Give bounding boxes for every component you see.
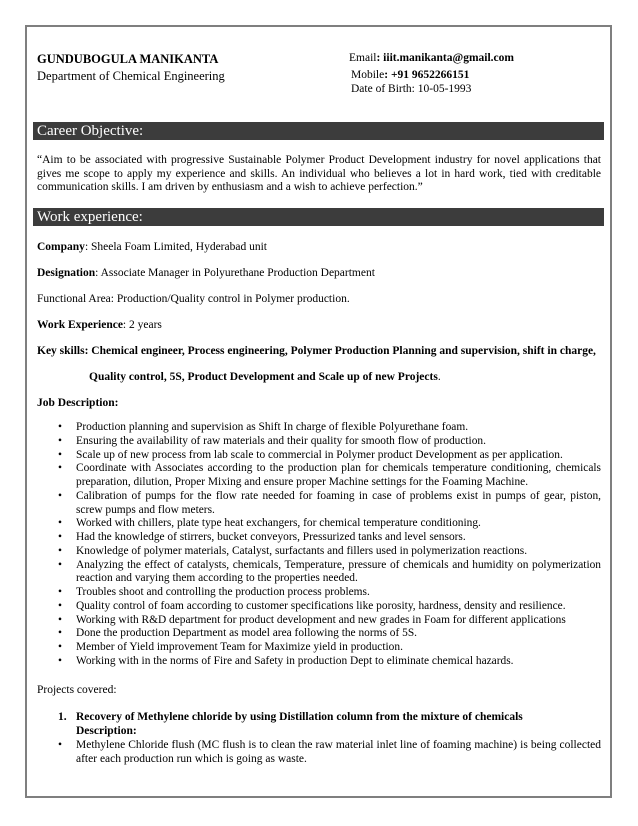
list-item: • Quality control of foam according to customer specifications like porosity, hardness, density and resilience. (58, 600, 601, 614)
department: Department of Chemical Engineering (37, 69, 225, 83)
project-title: Recovery of Methylene chloride by using Distillation column from the mixture of chemicals (76, 711, 523, 723)
bullet-icon: • (58, 739, 63, 752)
project-point (58, 739, 601, 766)
job-description-heading: Job Description: (37, 397, 119, 409)
list-item: • Knowledge of polymer materials, Catalyst, surfactants and fillers used in polymerization reactions. (58, 545, 601, 559)
list-item: • Coordinate with Associates according to the production plan for chemicals temperature conditioning, chemicals preparation, dilution, Proper Mixing and ensure proper Machine settings for the Foaming Machine. (58, 462, 601, 490)
key-skills-line-1: Key skills: Chemical engineer, Process engineering, Polymer Production Planning and supervision, shift in charge, (37, 345, 596, 357)
list-item: • Calibration of pumps for the flow rate needed for foaming in case of problems exist in pumps of gear, piston, screw pumps and flow meters. (58, 490, 601, 518)
list-item: • Scale up of new process from lab scale to commercial in Polymer product Development as per application. (58, 449, 601, 463)
candidate-name: GUNDUBOGULA MANIKANTA (37, 52, 219, 66)
list-item: • Working with in the norms of Fire and Safety in production Dept to eliminate chemical hazards. (58, 655, 601, 669)
list-item: • Had the knowledge of stirrers, bucket conveyors, Pressurized tanks and level sensors. (58, 531, 601, 545)
key-skills-line-2-text: Quality control, 5S, Product Development and Scale up of new Projects (89, 371, 438, 383)
mobile-line (351, 69, 469, 81)
list-item: • Worked with chillers, plate type heat exchangers, for chemical temperature conditioning. (58, 517, 601, 531)
list-item: • Troubles shoot and controlling the production process problems. (58, 586, 601, 600)
mobile-value: : +91 9652266151 (384, 69, 470, 81)
list-item: • Done the production Department as model area following the norms of 5S. (58, 627, 601, 641)
work-experience-heading: Work experience: (33, 208, 604, 226)
company-value: : Sheela Foam Limited, Hyderabad unit (84, 241, 267, 253)
project-number: 1. (58, 711, 67, 723)
experience-value: : 2 years (122, 319, 162, 331)
list-item: • Analyzing the effect of catalysts, chemicals, Temperature, pressure of chemicals and humidity on polymerization reaction and varying them according to the properties needed. (58, 559, 601, 587)
list-item: • Member of Yield improvement Team for Maximize yield in production. (58, 641, 601, 655)
projects-heading: Projects covered: (37, 684, 117, 696)
designation-label: Designation (37, 267, 96, 279)
project-description-label: Description: (76, 724, 137, 737)
email-line (349, 52, 514, 64)
mobile-label: Mobile (351, 69, 385, 81)
career-objective-heading: Career Objective: (33, 122, 604, 140)
designation-line (37, 267, 375, 279)
list-item: • Production planning and supervision as Shift In charge of flexible Polyurethane foam. (58, 421, 601, 435)
date-of-birth: Date of Birth: 10-05-1993 (351, 83, 472, 95)
list-item: • Working with R&D department for product development and new grades in Foam for different applications (58, 614, 601, 628)
project-body (58, 711, 601, 738)
career-objective-text: “Aim to be associated with progressive Sustainable Polymer Product Development industry for novel applications that gives me scope to apply my experience and skills. An individual who believes a lot in hard work, tied with creditable communication skills. I am driven by enthusiasm and a wish to achieve perfection.” (37, 154, 601, 194)
company-label: Company (37, 241, 85, 253)
project-item (58, 711, 601, 766)
experience-label: Work Experience (37, 319, 123, 331)
job-duties-list (58, 421, 601, 669)
project-point-text: Methylene Chloride flush (MC flush is to clean the raw material inlet line of foaming machine) is being collected after each production run which is going as waste. (76, 739, 601, 765)
resume-page-border (25, 25, 612, 798)
email-value: : iiit.manikanta@gmail.com (376, 52, 514, 64)
key-skills-line-2 (89, 371, 441, 383)
experience-line (37, 319, 162, 331)
email-label: Email (349, 52, 377, 64)
key-skills-end: . (437, 371, 441, 383)
designation-value: : Associate Manager in Polyurethane Production Department (95, 267, 375, 279)
functional-area: Functional Area: Production/Quality control in Polymer production. (37, 293, 350, 305)
company-line (37, 241, 267, 253)
list-item: • Ensuring the availability of raw materials and their quality for smooth flow of production. (58, 435, 601, 449)
